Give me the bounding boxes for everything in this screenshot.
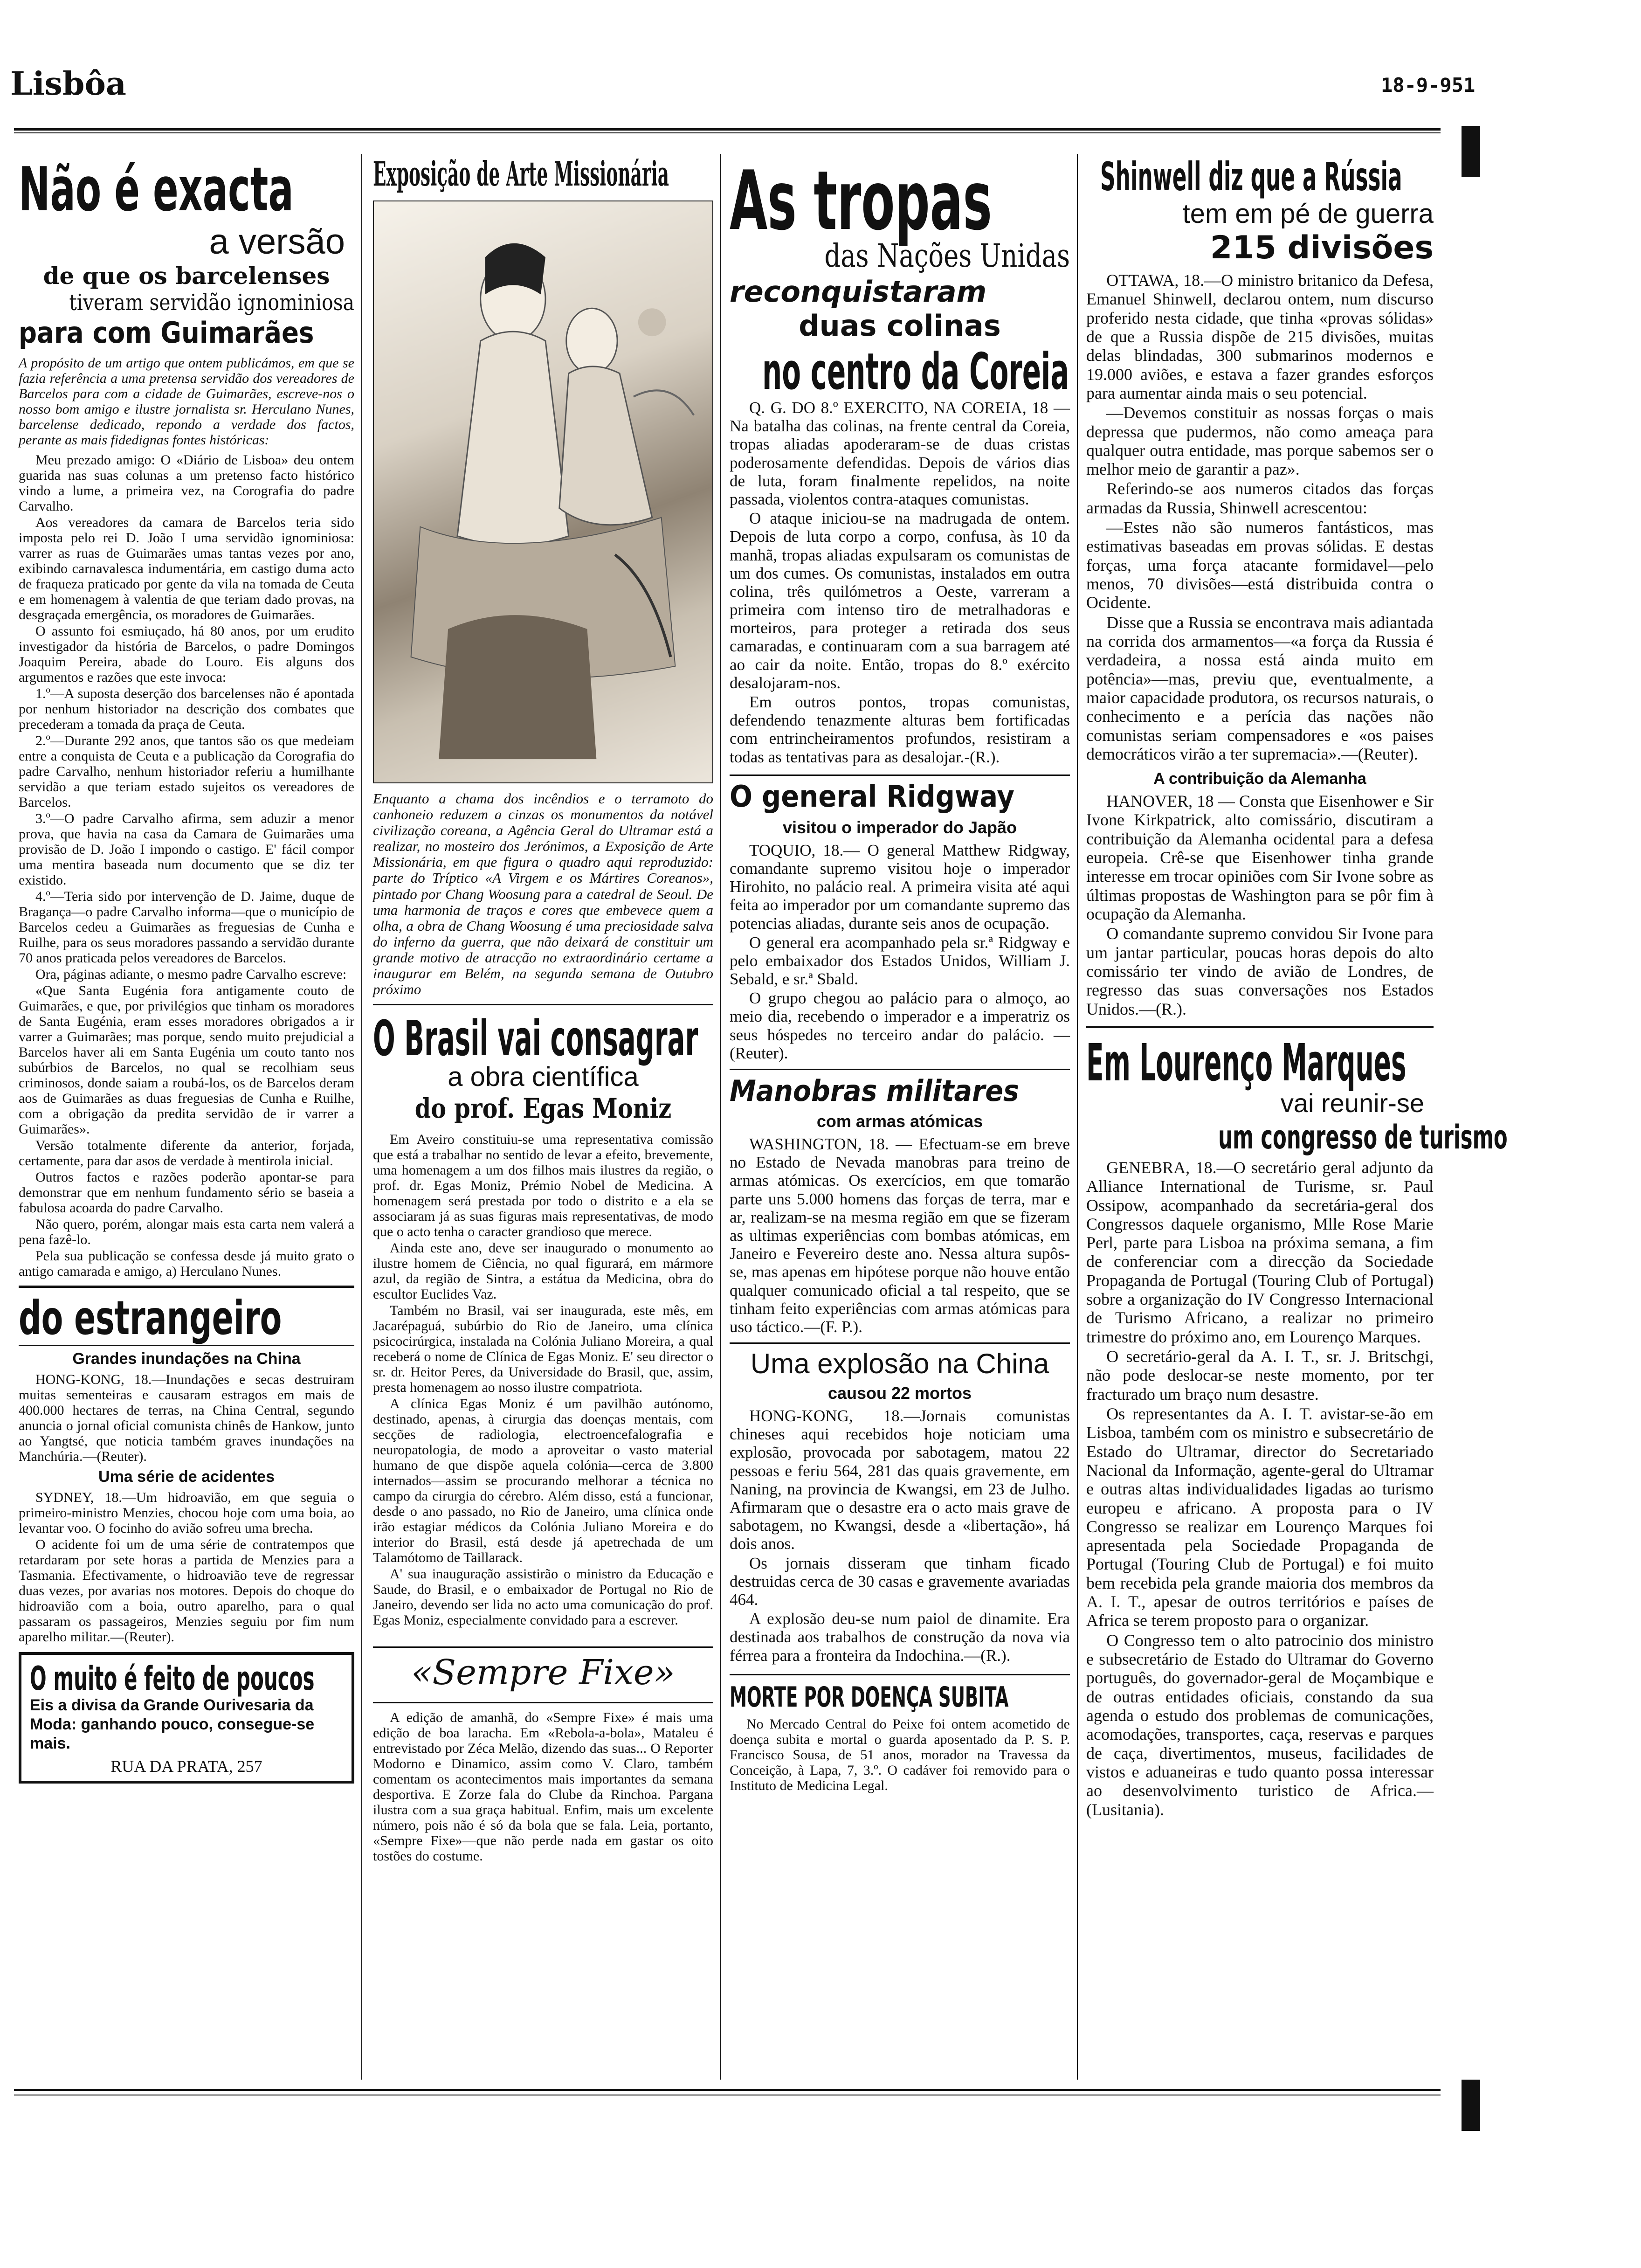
article-paragraph: 1.º—A suposta deserção dos barcelenses não é apontada por nenhum historiador na descrição dos combates que precederam a tomada da praça de Ceuta. (19, 686, 354, 732)
headline-tropas: As tropas (730, 154, 992, 249)
headline-brasil-2: a obra científica (448, 1062, 639, 1093)
article-paragraph: Ora, páginas adiante, o mesmo padre Carvalho escreve: (35, 967, 347, 982)
column-divider (361, 154, 362, 2080)
column-3 (730, 154, 1070, 2084)
top-rule (14, 128, 1441, 131)
article-paragraph: O comandante supremo convidou Sir Ivone para um jantar particular, poucas horas depois do alto comissário ter vindo de avião de Londres, de regresso das suas conversações nos Estados Unidos.—(R.). (1086, 924, 1434, 1018)
article-paragraph: 2.º—Durante 292 anos, que tantos são os que medeiam entre a conquista de Ceuta e a publicação da Corografia do padre Carvalho, nenhum historiador referiu a humilhante servidão a que teriam estado sujeitos os vereadores de Barcelos. (19, 733, 354, 810)
headline-barcelos-5: para com Guimarães (19, 316, 314, 350)
article-paragraph: Meu prezado amigo: O «Diário de Lisboa» deu ontem guarida nas suas colunas a um pretenso facto histórico vindo a lume, a primeira vez, na Corografia do padre Carvalho. (19, 452, 354, 514)
headline-shinwell: Shinwell diz que a Rússia (1100, 154, 1402, 200)
article-paragraph: GENEBRA, 18.—O secretário geral adjunto da Alliance International de Turisme, sr. Paul Ossipow, acompanhado da secretária-geral dos Congressos daquele organismo, Mlle Rose Marie Perl, parte para Lisboa na próxima semana, a fim de conferenciar com a direcção da Sociedade Propaganda de Portugal (Touring Club of Portugal) sobre a organização do IV Congresso Internacional de Turismo Africano, a realizar no primeiro trimestre do próximo ano, em Lourenço Marques. (1086, 1158, 1434, 1346)
article-paragraph: Aos vereadores da camara de Barcelos teria sido imposta pelo rei D. João I uma servidão ignominiosa: varrer as ruas de Guimarães umas tantas vezes por ano, exibindo carnavalesca indumentária, em castigo duma acto de fraqueza praticado por gente da vila na tomada de Ceuta e em homenagem à valentia de que teriam dado provas, na desgraçada emergência, os moradores de Guimarães. (19, 515, 354, 622)
article-paragraph: A clínica Egas Moniz é um pavilhão autónomo, destinado, apenas, à cirurgia das doenças mentais, com secções de radiologia, electroencefalografia e neuropatologia, de modo a aproveitar o vasto material humano de que dispõe aquela colónia—cerca de 3.800 internados—assim se procurando melhorar a técnica no campo da cirurgia do cérebro. Além disso, está a funcionar, desde o ano passado, no Rio de Janeiro, uma clínica onde irão estagiar médicos da Colónia Juliano Moreira e do interior do Brasil, está desde já apetrechada de um Talamótomo de Taillarack. (373, 1396, 713, 1566)
top-rule-thin (14, 132, 1441, 133)
article-paragraph: No Mercado Central do Peixe foi ontem acometido de doença subita e mortal o guarda aposentado da P. S. P. Francisco Sousa, de 51 anos, morador na Travessa da Conceição, à Lapa, 7, 3.º. O cadáver foi removido para o Instituto de Medicina Legal. (730, 1716, 1070, 1793)
subhead-floods: Grandes inundações na China (72, 1350, 301, 1368)
article-paragraph: —Devemos constituir as nossas forças o mais depressa que pudermos, não como ameaça para qualquer outra entidade, mas porque sabemos ser o melhor meio de garantir a paz». (1086, 403, 1434, 479)
article-paragraph: TOQUIO, 18.— O general Matthew Ridgway, comandante supremo visitou hoje o imperador Hirohito, no palácio real. A primeira visita até aqui feita ao imperador por um comandante supremo das potencias aliadas, durante seis anos de ocupação. (730, 841, 1070, 933)
article-paragraph: O assunto foi esmiuçado, há 80 anos, por um erudito investigador da história de Barcelos, o padre Domingos Joaquim Pereira, abade do Louro. Eis alguns dos argumentos e razões que este invoca: (19, 623, 354, 685)
article-paragraph: Versão totalmente diferente da anterior, forjada, certamente, para dar asos de verdade à mentirola inicial. (19, 1138, 354, 1169)
subhead-ridgway: visitou o imperador do Japão (782, 817, 1017, 837)
article-paragraph: «Que Santa Eugénia fora antigamente couto de Guimarães, e que, por privilégios que tinham os moradores de Santa Eugénia, eram esses moradores obrigados a ir varrer a Guimarães; mas porque, sendo muito prejudicial a Barcelos haver ali em Santa Eugénia um couto tanto nos subúrbios de Barcelos, no qual se recolhiam seus criminosos, donde saiam a roubá-los, os de Barcelos deram aos de Guimarães as duas freguesias de Cunha e Ruilhe, com a obrigação da predita servidão de ir varrer a Guimarães». (19, 983, 354, 1137)
headline-barcelos-4: tiveram servidão ignominiosa (69, 290, 355, 316)
article-paragraph: Pela sua publicação se confessa desde já muito grato o antigo camarada e amigo, a) Herculano Nunes. (19, 1248, 354, 1279)
article-paragraph: Os jornais disseram que tinham ficado destruidas cerca de 30 casas e gravemente avariadas 464. (730, 1554, 1070, 1609)
article-paragraph: Referindo-se aos numeros citados das forças armadas da Russia, Shinwell acrescentou: (1086, 479, 1434, 517)
article-paragraph: Não quero, porém, alongar mais esta carta nem valerá a pena fazê-lo. (19, 1217, 354, 1247)
photo-triptych (373, 201, 713, 783)
headline-shinwell-2: tem em pé de guerra (1182, 199, 1434, 229)
headline-barcelos-2: a versão (209, 222, 345, 262)
article-paragraph: O grupo chegou ao palácio para o almoço, ao meio dia, recebendo o imperador e a imperatriz os seus hóspedes no terceiro andar do palácio. —(Reuter). (730, 989, 1070, 1062)
article-paragraph: 4.º—Teria sido por intervenção de D. Jaime, duque de Bragança—o padre Carvalho informa—que o município de Barcelos cedeu a Guimarães as freguesias de Cunha e Ruilhe, para os seus moradores passando a servidão durante 70 anos praticada pelos vereadores de Barcelos. (19, 889, 354, 966)
article-paragraph: HONG-KONG, 18.—Jornais comunistas chineses aqui recebidos hoje noticiam uma explosão, provocada por sabotagem, matou 22 pessoas e feriu 564, 281 das quais gravemente, em Naning, na provincia de Kwangsi, em 23 de Julho. Afirmaram que o desastre era o acto mais grave de sabotagem, no Kwangsi, desde a «libertação», há dois anos. (730, 1407, 1070, 1553)
article-paragraph: HANOVER, 18 — Consta que Eisenhower e Sir Ivone Kirkpatrick, alto comissário, discutiram a contribuição da Alemanha ocidental para a defesa europeia. Crê-se que Eisenhower tinha grande interesse em trocar opiniões com Sir Ivone sobre as últimas propostas de Washington para se pôr fim à ocupação da Alemanha. (1086, 792, 1434, 923)
painting-image (373, 201, 713, 783)
headline-tropas-3: reconquistaram (730, 275, 987, 309)
article-paragraph: A edição de amanhã, do «Sempre Fixe» é mais uma edição de boa laracha. Em «Rebola-a-bola», Mataleu é entrevistado por Zéca Melão, dizendo das suas... O Reporter Modorno e Dinamico, assim como V. Claro, também comentam os acontecimentos mais importantes da semana desportiva. E Zorze fala do Clube da Rinchoa. Pargana ilustra com a sua graça habitual. Enfim, mais um excelente número, pois não é só da bola que se fala. Leia, portanto, «Sempre Fixe»—que não perde nada em gastar os oito tostões do costume. (373, 1710, 713, 1864)
column-4 (1086, 154, 1508, 2084)
ad-address: RUA DA PRATA, 257 (110, 1757, 262, 1776)
article-paragraph: HONG-KONG, 18.—Inundações e secas destruiram muitas sementeiras e causaram estragos em mais de 400.000 hectares de terras, na China Central, segundo anuncia o jornal oficial comunista chinês de Hankow, junto ao Yangtsé, que noticia também graves inundações na Manchúria.—(Reuter). (19, 1372, 354, 1464)
article-paragraph: OTTAWA, 18.—O ministro britanico da Defesa, Emanuel Shinwell, declarou ontem, num discurso proferido nesta cidade, que tinha «provas sólidas» de que a Russia dispõe de 215 divisões, muitas delas blindadas, 300 submarinos modernos e 19.000 aviões, e estava a fazer grandes esforços para aumentar ainda mais o seu potencial. (1086, 271, 1434, 402)
article-paragraph: Ainda este ano, deve ser inaugurado o monumento ao ilustre homem de Ciência, no qual figurará, em mármore azul, da região de Sintra, a estátua da Medicina, obra do escultor Euclides Vaz. (373, 1240, 713, 1302)
ad-text: Eis a divisa da Grande Ourivesaria da Moda: ganhando pouco, consegue-se mais. (30, 1696, 315, 1752)
headline-sempre-fixe: «Sempre Fixe» (411, 1653, 675, 1693)
headline-lourenco-3: um congresso de turismo (1218, 1118, 1508, 1156)
article-paragraph: O ataque iniciou-se na madrugada de ontem. Depois de luta corpo a corpo, confusa, às 10 da manhã, tropas aliadas expulsaram os comunistas de um dos cumes. Os comunistas, instalados em outra colina, três quilómetros a Oeste, varreram a primeira com intenso tiro de metralhadoras e morteiros, para proteger a retirada dos seus camaradas, e continuaram com a sua barragem até ao cair da noite. Então, tropas do 8.º exército desalojaram-nos. (730, 509, 1070, 692)
headline-shinwell-3: 215 divisões (1210, 229, 1434, 266)
article-paragraph: O secretário-geral da A. I. T., sr. J. Britschgi, não pode deslocar-se neste momento, por ter fracturado um braço num desastre. (1086, 1347, 1434, 1404)
headline-lourenco: Em Lourenço Marques (1086, 1032, 1407, 1093)
headline-brasil-3: do prof. Egas Moniz (414, 1093, 672, 1125)
headline-tropas-4: duas colinas (799, 309, 1001, 343)
headline-barcelos-3: de que os barcelenses (43, 262, 330, 290)
article-paragraph: 3.º—O padre Carvalho afirma, sem aduzir a menor prova, que havia na casa da Camara de Guimarães uma provisão de D. João I impondo o castigo. E' fácil compor uma mentira baseada num documento que se diz ter existido. (19, 811, 354, 888)
column-divider (720, 154, 721, 2080)
headline-lourenco-2: vai reunir-se (1280, 1088, 1424, 1118)
subhead-alemanha: A contribuição da Alemanha (1153, 770, 1366, 788)
article-paragraph: —Estes não são numeros fantásticos, mas estimativas baseadas em provas sólidas. E destas forças, uma força atacante formidavel—pelo menos, 70 divisões—está distribuida contra o Ocidente. (1086, 518, 1434, 612)
registration-mark-top (1462, 126, 1480, 177)
article-paragraph: Q. G. DO 8.º EXERCITO, NA COREIA, 18 — Na batalha das colinas, na frente central da Coreia, tropas aliadas apoderaram-se de duas cristas poderosamente defendidas. Depois de vários dias de luta, foram finalmente repelidos, na noite passada, violentos contra-ataques comunistas. (730, 399, 1070, 508)
headline-explosao: Uma explosão na China (750, 1348, 1049, 1380)
column-2 (373, 154, 713, 2084)
lead-paragraph: A propósito de um artigo que ontem publicámos, em que se fazia referência a uma pretensa servidão dos vereadores de Barcelos para com a cidade de Guimarães, escreve-nos o nosso bom amigo e ilustre jornalista sr. Herculano Nunes, barcelense dedicado, repondo a verdade dos factos, perante as mais fidedignas fontes históricas: (19, 355, 354, 448)
headline-manobras: Manobras militares (730, 1074, 1019, 1108)
column-divider (1077, 154, 1078, 2080)
bottom-rule (14, 2089, 1441, 2091)
column-1 (19, 154, 354, 2084)
subhead-accidents: Uma série de acidentes (98, 1468, 275, 1486)
ad-headline: O muito é feito de poucos (30, 1660, 315, 1698)
article-paragraph: A' sua inauguração assistirão o ministro da Educação e Saude, do Brasil, e o embaixador de Portugal no Rio de Janeiro, devendo ser lida no acto uma comunicação do prof. Egas Moniz, especialmente convidado para a escrever. (373, 1566, 713, 1628)
headline-barcelos: Não é exacta (19, 154, 294, 225)
subhead-explosao: causou 22 mortos (827, 1383, 972, 1403)
article-paragraph: O acidente foi um de uma série de contratempos que retardaram por sete horas a partida de Menzies para a Tasmania. Efectivamente, o hidroavião teve de regressar duas vezes, por avarias nos motores. Depois do choque do hidroavião com a boia, outro aparelho, para o qual passaram os passageiros, Menzies seguiu por fim num aparelho militar.—(Reuter). (19, 1537, 354, 1645)
headline-morte: MORTE POR DOENÇA SUBITA (730, 1680, 1009, 1714)
article-paragraph: Também no Brasil, vai ser inaugurada, este mês, em Jacarépaguá, subúrbio do Rio de Janeiro, uma clínica psicocirúrgica, instalada na Colónia Juliano Moreira, a qual receberá o nome de Clínica de Egas Moniz. E' seu director o sr. dr. Heitor Peres, da Universidade do Brasil, que, assim, presta homenagem ao nosso ilustre compatriota. (373, 1303, 713, 1396)
registration-mark-bottom (1462, 2080, 1480, 2131)
article-paragraph: SYDNEY, 18.—Um hidroavião, em que seguia o primeiro-ministro Menzies, chocou hoje com uma boia, ao levantar voo. O focinho do avião sofreu uma brecha. (19, 1490, 354, 1536)
photo-caption: Enquanto a chama dos incêndios e o terramoto do canhoneio reduzem a cinzas os monumentos da notável civilização coreana, a Agência Geral do Ultramar está a realizar, no mosteiro dos Jerónimos, a Exposição de Arte Missionária, em que figura o quadro aqui reproduzido: parte do Tríptico «A Virgem e os Mártires Coreanos», pintado por Chang Woosung para a catedral de Seoul. De uma harmonia de traços e cores que embevece quem a olha, a obra de Chang Woosung é uma preciosidade salva do inferno da guerra, que não deixará de constituir um grande motivo de atracção no extraordinário certame a inaugurar em Belém, na segunda semana de Outubro próximo (373, 790, 713, 998)
headline-tropas-5: no centro da Coreia (762, 343, 1069, 401)
section-foreign-news: do estrangeiro (19, 1291, 282, 1345)
article-paragraph: Em Aveiro constituiu-se uma representativa comissão que está a trabalhar no sentido de levar a efeito, brevemente, uma homenagem a um dos filhos mais ilustres da região, o prof. dr. Egas Moniz, Prémio Nobel de Medicina. A homenagem será prestada por todo o distrito e a ela se associaram já as suas figuras mais representativas, de modo que o acto tenha o caracter grandioso que merece. (373, 1132, 713, 1240)
headline-tropas-2: das Nações Unidas (824, 238, 1070, 275)
article-paragraph: Os representantes da A. I. T. avistar-se-ão em Lisboa, também com os ministro e subsecretário de Estado do Ultramar, director do Secretariado Nacional da Informação, agente-geral do Ultramar e outras altas individualidades ligadas ao turismo europeu e africano. A proposta para o IV Congresso se realizar em Lourenço Marques foi apresentada pela Sociedade Propaganda de Portugal (Touring Club de Portugal) e foi muito bem recebida pela grande maioria dos membros da A. I. T., apesar de outros territórios e países de Africa se terem proposto para o organizar. (1086, 1404, 1434, 1630)
advertisement-ourivesaria (19, 1652, 354, 1784)
article-paragraph: O Congresso tem o alto patrocinio dos ministro e subsecretário de Estado do Ultramar do Governo português, do governador-geral de Moçambique e de outras entidades oficiais, constando da sua agenda o estudo dos problemas de comunicações, acomodações, transportes, caça, reservas e parques de caça, divertimentos, museus, facilidades de vistos e aduaneiras e tudo quanto possa interessar ao desenvolvimento turistico de Africa.—(Lusitania). (1086, 1631, 1434, 1819)
article-paragraph: O general era acompanhado pela sr.ª Ridgway e pelo embaixador dos Estados Unidos, William J. Sebald, e sr.ª Sbald. (730, 933, 1070, 989)
issue-date: 18-9-951 (1381, 74, 1476, 97)
masthead: Lisbôa (10, 65, 126, 103)
article-paragraph: Disse que a Russia se encontrava mais adiantada na corrida dos armamentos—«a força da Russia é verdadeira, a nossa está ainda muito em potência»—mas, previu que, eventualmente, a maior capacidade produtora, os recursos naturais, o conhecimento e a perícia das nações não comunistas seriam compensadores e «os paises democráticos virão a ter supremacia».—(Reuter). (1086, 613, 1434, 763)
article-paragraph: A explosão deu-se num paiol de dinamite. Era destinada aos trabalhos de construção da nova via férrea para a fronteira da Indochina.—(R.). (730, 1610, 1070, 1665)
page-header (0, 65, 1641, 135)
headline-brasil: O Brasil vai consagrar (373, 1010, 698, 1067)
headline-ridgway: O general Ridgway (730, 779, 1014, 814)
headline-exposicao: Exposição de Arte Missionária (373, 154, 669, 194)
painting-illustration (374, 201, 712, 782)
article-paragraph: Em outros pontos, tropas comunistas, defendendo tenazmente alturas bem fortificadas com entrincheiramentos profundos, resistiram a todas as tentativas para as desalojar.-(R.). (730, 693, 1070, 766)
article-paragraph: WASHINGTON, 18. — Efectuam-se em breve no Estado de Nevada manobras para treino de armas atómicas. Os exercícios, em que tomarão parte uns 5.000 homens das forças de terra, mar e ar, realizam-se na mesma região em que se fizeram as ultimas experiências com bombas atómicas, em Janeiro e Fevereiro deste ano. Nessa altura supôs-se, mas apenas em hipótese porque não houve então qualquer comunicado oficial a tal respeito, que se tinham feito experiências com armas atómicas para uso táctico.—(F. P.). (730, 1135, 1070, 1336)
article-paragraph: Outros factos e razões poderão apontar-se para demonstrar que em nenhum fundamento sério se baseia a fabulosa acoarda do padre Carvalho. (19, 1169, 354, 1216)
subhead-manobras: com armas atómicas (816, 1112, 983, 1131)
